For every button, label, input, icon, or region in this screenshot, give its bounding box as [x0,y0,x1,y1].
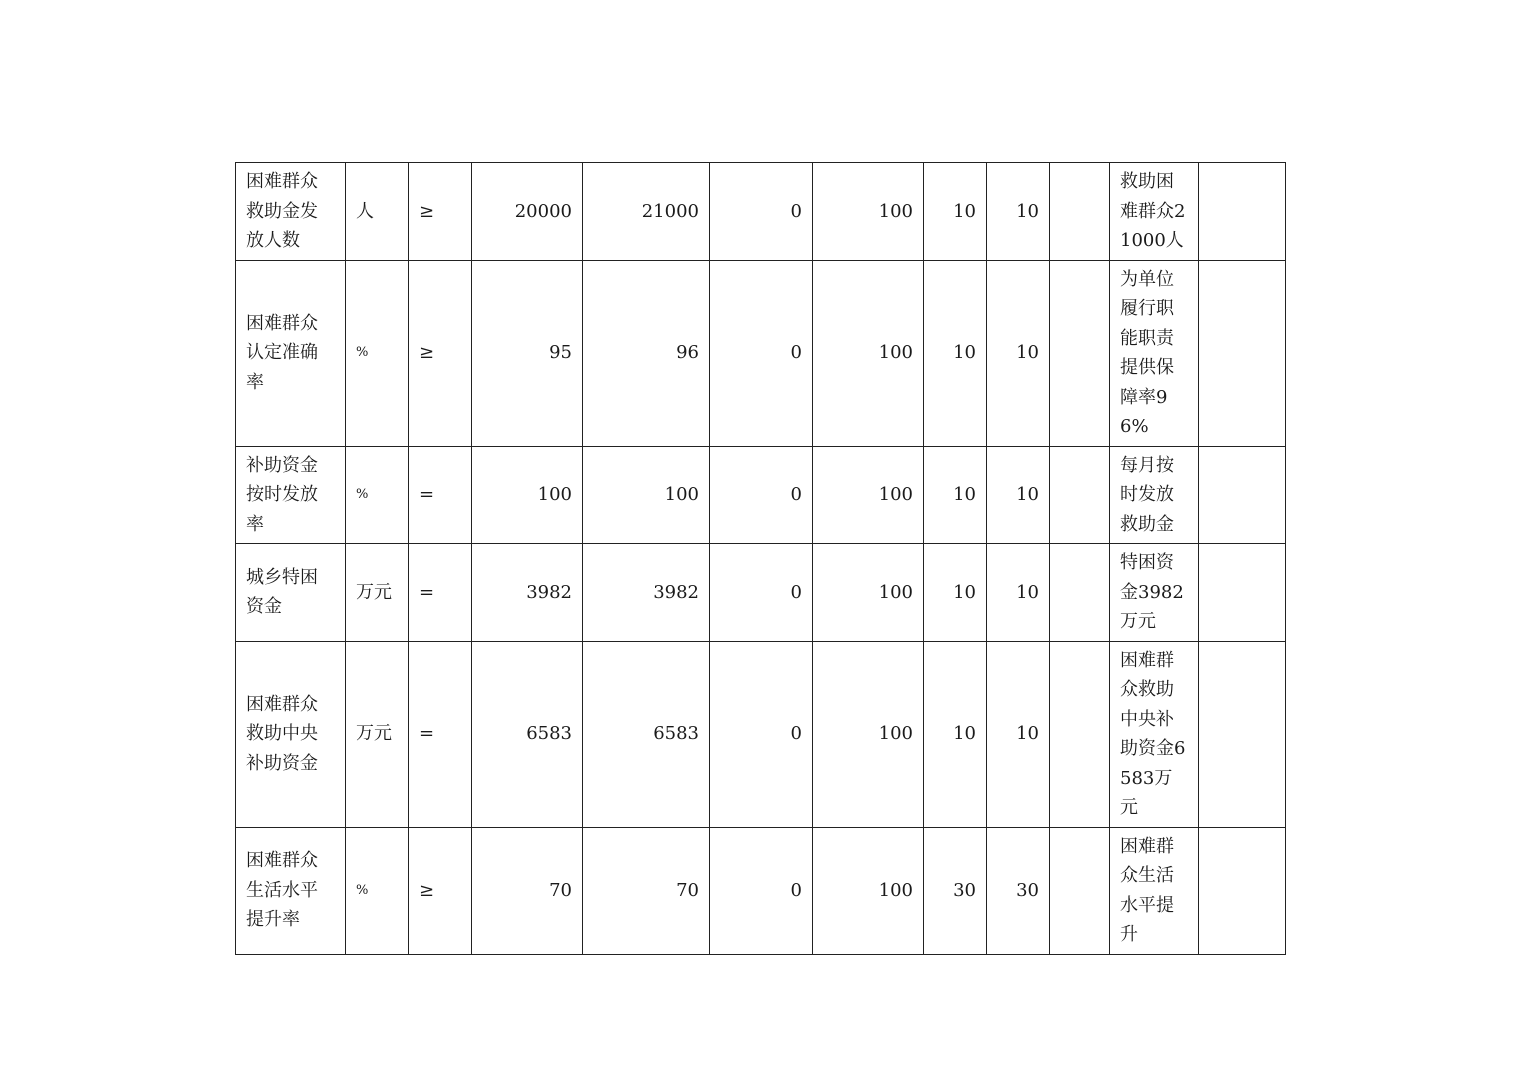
actual-value: 100 [583,446,710,544]
weight-value: 10 [924,446,987,544]
target-value: 3982 [472,544,583,642]
indicator-operator: = [409,544,472,642]
value-hundred: 100 [813,163,924,261]
value-zero: 0 [710,163,813,261]
actual-value: 3982 [583,544,710,642]
indicator-operator: ≥ [409,827,472,954]
value-zero: 0 [710,641,813,827]
indicator-name: 城乡特困资金 [236,544,346,642]
score-value: 10 [987,544,1050,642]
table-row [236,641,1286,827]
indicator-name: 困难群众认定准确率 [236,260,346,446]
blank-cell [1050,544,1110,642]
table-row [236,446,1286,544]
value-zero: 0 [710,827,813,954]
value-hundred: 100 [813,260,924,446]
note-cell [1199,641,1286,827]
indicator-unit: % [346,827,409,954]
value-hundred: 100 [813,544,924,642]
indicator-operator: = [409,446,472,544]
indicator-description: 救助困难群众21000人 [1110,163,1199,261]
weight-value: 10 [924,260,987,446]
blank-cell [1050,641,1110,827]
target-value: 95 [472,260,583,446]
indicator-name: 补助资金按时发放率 [236,446,346,544]
weight-value: 10 [924,641,987,827]
weight-value: 10 [924,544,987,642]
score-value: 10 [987,163,1050,261]
indicator-name: 困难群众救助中央补助资金 [236,641,346,827]
table-row [236,260,1286,446]
indicator-description: 每月按时发放救助金 [1110,446,1199,544]
indicator-unit: 人 [346,163,409,261]
score-value: 30 [987,827,1050,954]
blank-cell [1050,163,1110,261]
score-value: 10 [987,260,1050,446]
indicator-unit: 万元 [346,544,409,642]
indicator-unit: % [346,446,409,544]
actual-value: 70 [583,827,710,954]
note-cell [1199,544,1286,642]
indicator-description: 特困资金3982万元 [1110,544,1199,642]
table-row [236,827,1286,954]
target-value: 100 [472,446,583,544]
value-hundred: 100 [813,641,924,827]
indicator-name: 困难群众生活水平提升率 [236,827,346,954]
blank-cell [1050,446,1110,544]
indicator-unit: % [346,260,409,446]
table-row [236,544,1286,642]
value-zero: 0 [710,446,813,544]
indicator-operator: = [409,641,472,827]
indicator-description: 困难群众生活水平提升 [1110,827,1199,954]
target-value: 6583 [472,641,583,827]
blank-cell [1050,260,1110,446]
target-value: 20000 [472,163,583,261]
value-hundred: 100 [813,446,924,544]
actual-value: 6583 [583,641,710,827]
weight-value: 10 [924,163,987,261]
actual-value: 96 [583,260,710,446]
indicator-operator: ≥ [409,163,472,261]
score-value: 10 [987,641,1050,827]
table-row [236,163,1286,261]
indicator-operator: ≥ [409,260,472,446]
value-zero: 0 [710,260,813,446]
indicator-name: 困难群众救助金发放人数 [236,163,346,261]
note-cell [1199,827,1286,954]
indicator-description: 困难群众救助中央补助资金6583万元 [1110,641,1199,827]
note-cell [1199,260,1286,446]
note-cell [1199,446,1286,544]
indicator-description: 为单位履行职能职责提供保障率96% [1110,260,1199,446]
target-value: 70 [472,827,583,954]
value-hundred: 100 [813,827,924,954]
performance-indicator-table [235,162,1286,955]
value-zero: 0 [710,544,813,642]
weight-value: 30 [924,827,987,954]
score-value: 10 [987,446,1050,544]
actual-value: 21000 [583,163,710,261]
note-cell [1199,163,1286,261]
blank-cell [1050,827,1110,954]
indicator-unit: 万元 [346,641,409,827]
